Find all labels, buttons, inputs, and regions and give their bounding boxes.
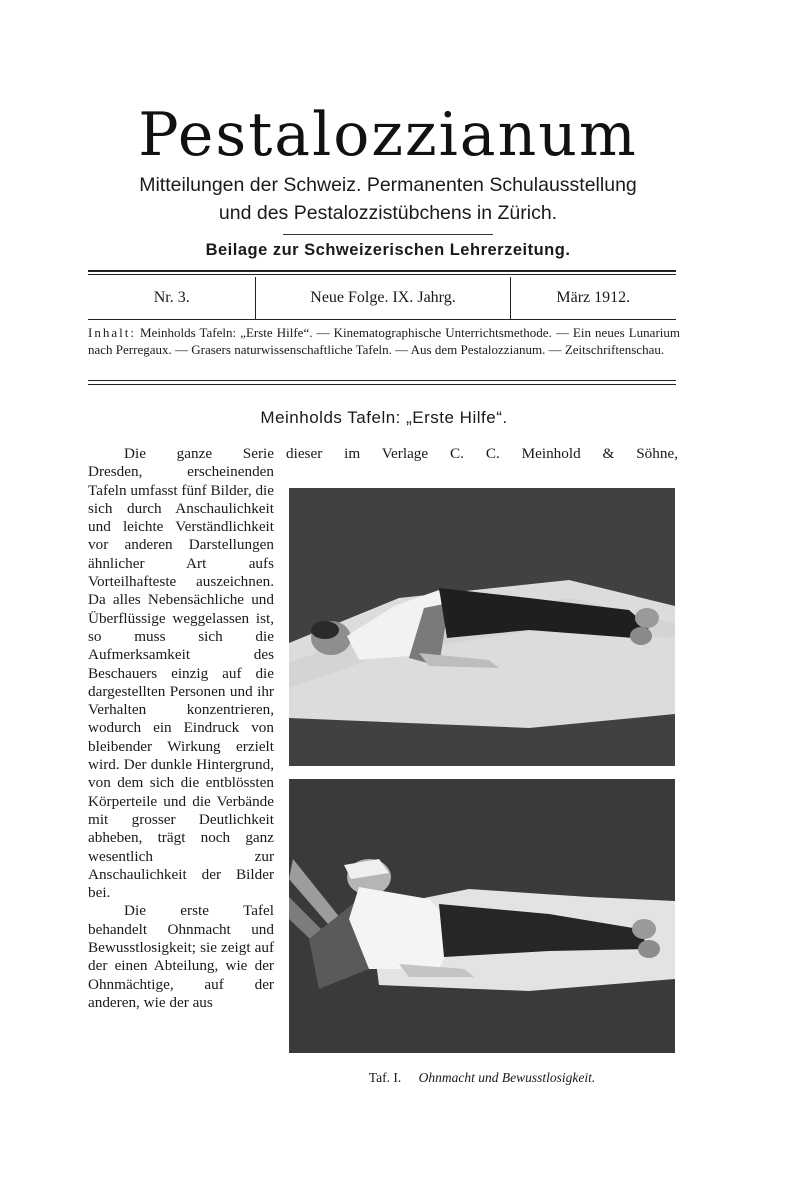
contents-rule-2 [88, 384, 676, 385]
caption-label: Taf. I. [368, 1070, 402, 1085]
issue-rule [88, 319, 676, 320]
caption-title: Ohnmacht und Bewusstlosigkeit. [418, 1070, 596, 1085]
supplement-note: Beilage zur Schweizerischen Lehrerzeitung. [205, 241, 571, 259]
issue-number: Nr. 3. [153, 289, 190, 306]
subtitle-line-2: und des Pestalozzistübchens in Zürich. [218, 202, 558, 224]
article-paragraph-2: Die erste Tafel behandelt Ohnmacht und Bewusstlosigkeit; sie zeigt auf der einen Abteilung, wie der Ohnmächtige, auf der anderen, wie der aus [88, 902, 274, 1011]
header-rule-thin [88, 274, 676, 275]
publication-title: Pestalozzianum [138, 100, 638, 170]
contents-text: Meinholds Tafeln: „Erste Hilfe“. — Kinematographische Unterrichtsmethode. — Ein neues Lunarium nach Perregaux. — Grasers naturwissenschaftliche Tafeln. — Aus dem Pestalozzianum. — Zeitschriftenschau. [88, 325, 680, 357]
masthead [88, 100, 688, 260]
issue-series: Neue Folge. IX. Jahrg. [255, 277, 510, 319]
issue-info-row [88, 277, 676, 319]
masthead-divider [283, 234, 493, 235]
contents-rule-1 [88, 380, 676, 381]
subtitle-line-1: Mitteilungen der Schweiz. Permanenten Schulausstellung [139, 174, 637, 196]
article-text-column [88, 445, 274, 1012]
contents-label: Inhalt: [88, 325, 136, 340]
issue-date: März 1912. [556, 289, 631, 306]
table-of-contents [88, 324, 680, 358]
article-title: Meinholds Tafeln: „Erste Hilfe“. [260, 408, 508, 427]
header-rule-thick [88, 270, 676, 272]
plate-photo-fainted-person [289, 488, 675, 766]
article-paragraph-1: Die ganze Serie Dresden, erscheinenden Tafeln umfasst fünf Bilder, die sich durch Anschaulichkeit und leichte Verständlichkeit vor anderen Darstellungen ähnlicher Art aufs Vorteilhafteste auszeichnen. Da alles Nebensächliche und Überflüssige weggelassen ist, so muss sich die Aufmerksamkeit des Beschauers einzig auf die dargestellten Personen und ihr Verhalten konzentrieren, wodurch ein Eindruck von bleibender Wirkung erzielt wird. Der dunkle Hintergrund, von dem sich die entblössten Körperteile und die Verbände mit grosser Deutlichkeit abheben, trägt noch ganz wesentlich zur Anschaulichkeit der Bilder bei. [88, 445, 275, 902]
article-top-line: dieser im Verlage C. C. Meinhold & Söhne, [286, 445, 678, 462]
plate-caption [289, 1070, 675, 1086]
plate-photo-unconscious-person [289, 779, 675, 1053]
